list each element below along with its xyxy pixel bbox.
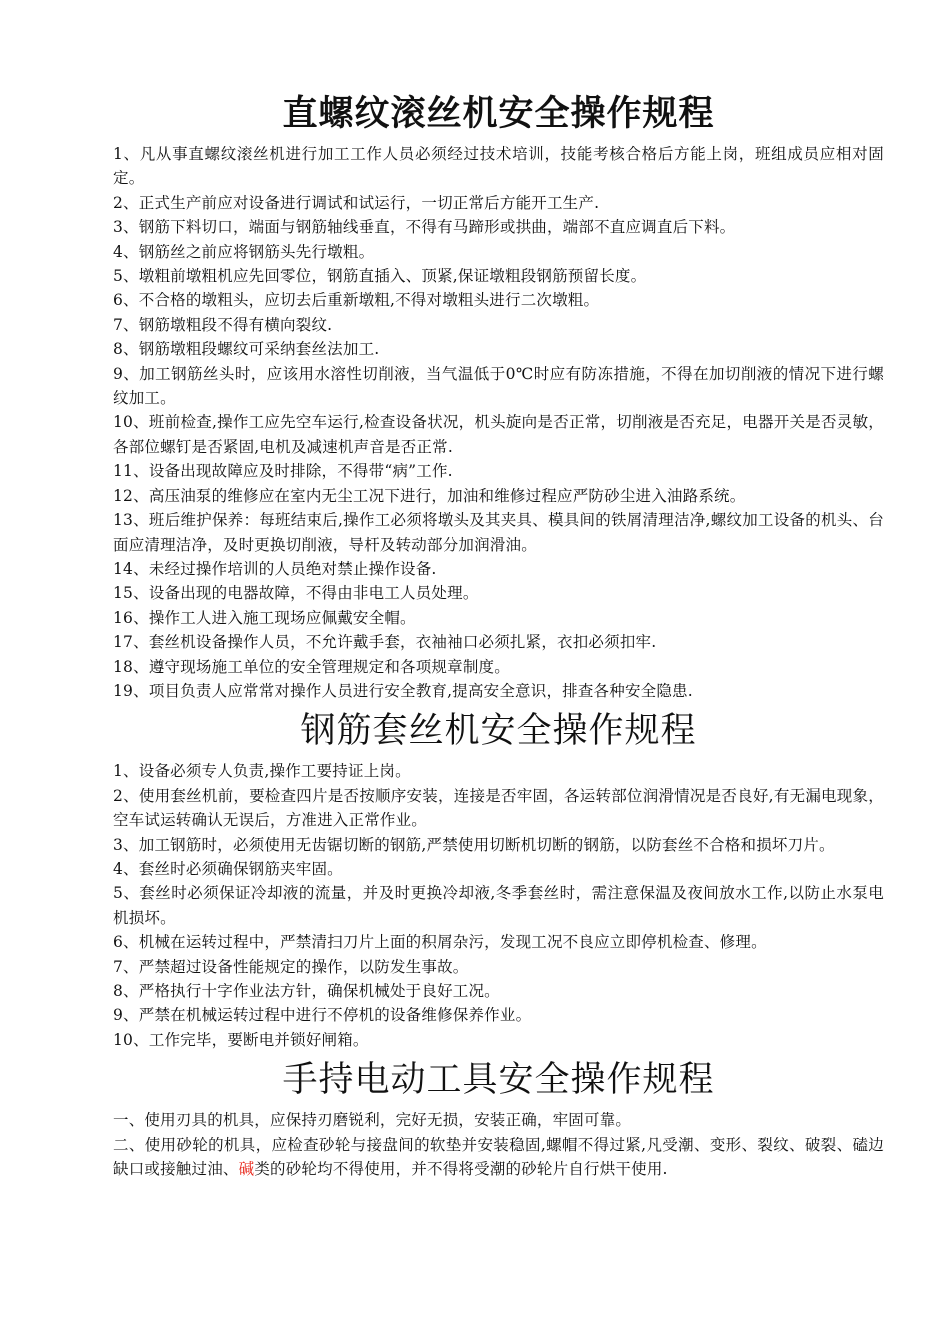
section-title-rolling-machine: 直螺纹滚丝机安全操作规程: [282, 93, 715, 134]
list-item: 9、加工钢筋丝头时，应该用水溶性切削液，当气温低于0℃时应有防冻措施，不得在加切削液的情况下进行螺纹加工。: [113, 364, 884, 408]
list-item: 9、严禁在机械运转过程中进行不停机的设备维修保养作业。: [113, 1006, 532, 1025]
list-item: 7、严禁超过设备性能规定的操作，以防发生事故。: [113, 957, 469, 976]
list-item: 2、正式生产前应对设备进行调试和试运行，一切正常后方能开工生产.: [113, 193, 600, 212]
highlighted-word: 碱: [238, 1160, 255, 1179]
list-item: 7、钢筋墩粗段不得有横向裂纹.: [113, 315, 333, 334]
list-item: 1、设备必须专人负责,操作工要持证上岗。: [113, 762, 411, 781]
list-item: 5、墩粗前墩粗机应先回零位，钢筋直插入、顶紧,保证墩粗段钢筋预留长度。: [113, 267, 647, 286]
section-body-rolling-machine: [113, 142, 884, 703]
section-title-threading-machine: 钢筋套丝机安全操作规程: [300, 711, 697, 752]
text-segment: 二、使用砂轮的机具，应检查砂轮与接盘间的软垫并安装稳固,螺帽不得过紧,凡受潮、变形、裂纹、破裂、磕边缺口或接触过油、: [113, 1135, 884, 1179]
list-item: 2、使用套丝机前，要检查四片是否按顺序安装，连接是否牢固，各运转部位润滑情况是否良好,有无漏电现象，空车试运转确认无误后，方准进入正常作业。: [113, 786, 884, 830]
list-item: 11、设备出现故障应及时排除，不得带“病”工作.: [113, 462, 453, 481]
text-segment: 类的砂轮均不得使用，并不得将受潮的砂轮片自行烘干使用.: [254, 1160, 668, 1179]
list-item: 5、套丝时必须保证冷却液的流量，并及时更换冷却液,冬季套丝时，需注意保温及夜间放水工作,以防止水泵电机损坏。: [113, 884, 884, 927]
list-item: 13、班后维护保养：每班结束后,操作工必须将墩头及其夹具、模具间的铁屑清理洁净,螺纹加工设备的机头、台面应清理洁净，及时更换切削液，导杆及转动部分加润滑油。: [113, 511, 884, 554]
list-item: [113, 1133, 884, 1182]
list-item: 8、严格执行十字作业法方针，确保机械处于良好工况。: [113, 982, 500, 1000]
list-item: 6、机械在运转过程中，严禁清扫刀片上面的积屑杂污，发现工况不良应立即停机检查、修理。: [113, 933, 767, 952]
list-item: 4、钢筋丝之前应将钢筋头先行墩粗。: [113, 242, 375, 261]
list-item: 一、使用刃具的机具，应保持刃磨锐利，完好无损，安装正确，牢固可靠。: [113, 1111, 632, 1130]
list-item: 3、钢筋下料切口，端面与钢筋轴线垂直，不得有马蹄形或拱曲，端部不直应调直后下料。: [113, 218, 736, 237]
list-item: 6、不合格的墩粗头，应切去后重新墩粗,不得对墩粗头进行二次墩粗。: [113, 291, 600, 310]
list-item: 19、项目负责人应常常对操作人员进行安全教育,提高安全意识，排查各种安全隐患.: [113, 681, 693, 700]
list-item: 14、未经过操作培训的人员绝对禁止操作设备.: [113, 559, 437, 578]
section-body-power-tools: [113, 1108, 884, 1181]
list-item: 16、操作工人进入施工现场应佩戴安全帽。: [113, 608, 416, 627]
list-item: 1、凡从事直螺纹滚丝机进行加工工作人员必须经过技术培训，技能考核合格后方能上岗，班组成员应相对固定。: [113, 145, 884, 188]
list-item: 12、高压油泵的维修应在室内无尘工况下进行，加油和维修过程应严防砂尘进入油路系统。: [113, 486, 746, 505]
list-item: 17、套丝机设备操作人员，不允许戴手套，衣袖袖口必须扎紧，衣扣必须扣牢.: [113, 633, 657, 652]
list-item: 8、钢筋墩粗段螺纹可采纳套丝法加工.: [113, 340, 380, 359]
list-item: 15、设备出现的电器故障，不得由非电工人员处理。: [113, 584, 479, 603]
list-item: 18、遵守现场施工单位的安全管理规定和各项规章制度。: [113, 657, 510, 676]
list-item: 4、套丝时必须确保钢筋夹牢固。: [113, 859, 343, 878]
list-item: 3、加工钢筋时，必须使用无齿锯切断的钢筋,严禁使用切断机切断的钢筋，以防套丝不合格和损坏刀片。: [113, 835, 835, 854]
section-body-threading-machine: [113, 759, 884, 1052]
list-item: 10、工作完毕，要断电并锁好闸箱。: [113, 1030, 369, 1049]
section-title-power-tools: 手持电动工具安全操作规程: [282, 1060, 715, 1101]
list-item: 10、班前检查,操作工应先空车运行,检查设备状况，机头旋向是否正常，切削液是否充足，电器开关是否灵敏，各部位螺钉是否紧固,电机及减速机声音是否正常.: [113, 413, 884, 456]
